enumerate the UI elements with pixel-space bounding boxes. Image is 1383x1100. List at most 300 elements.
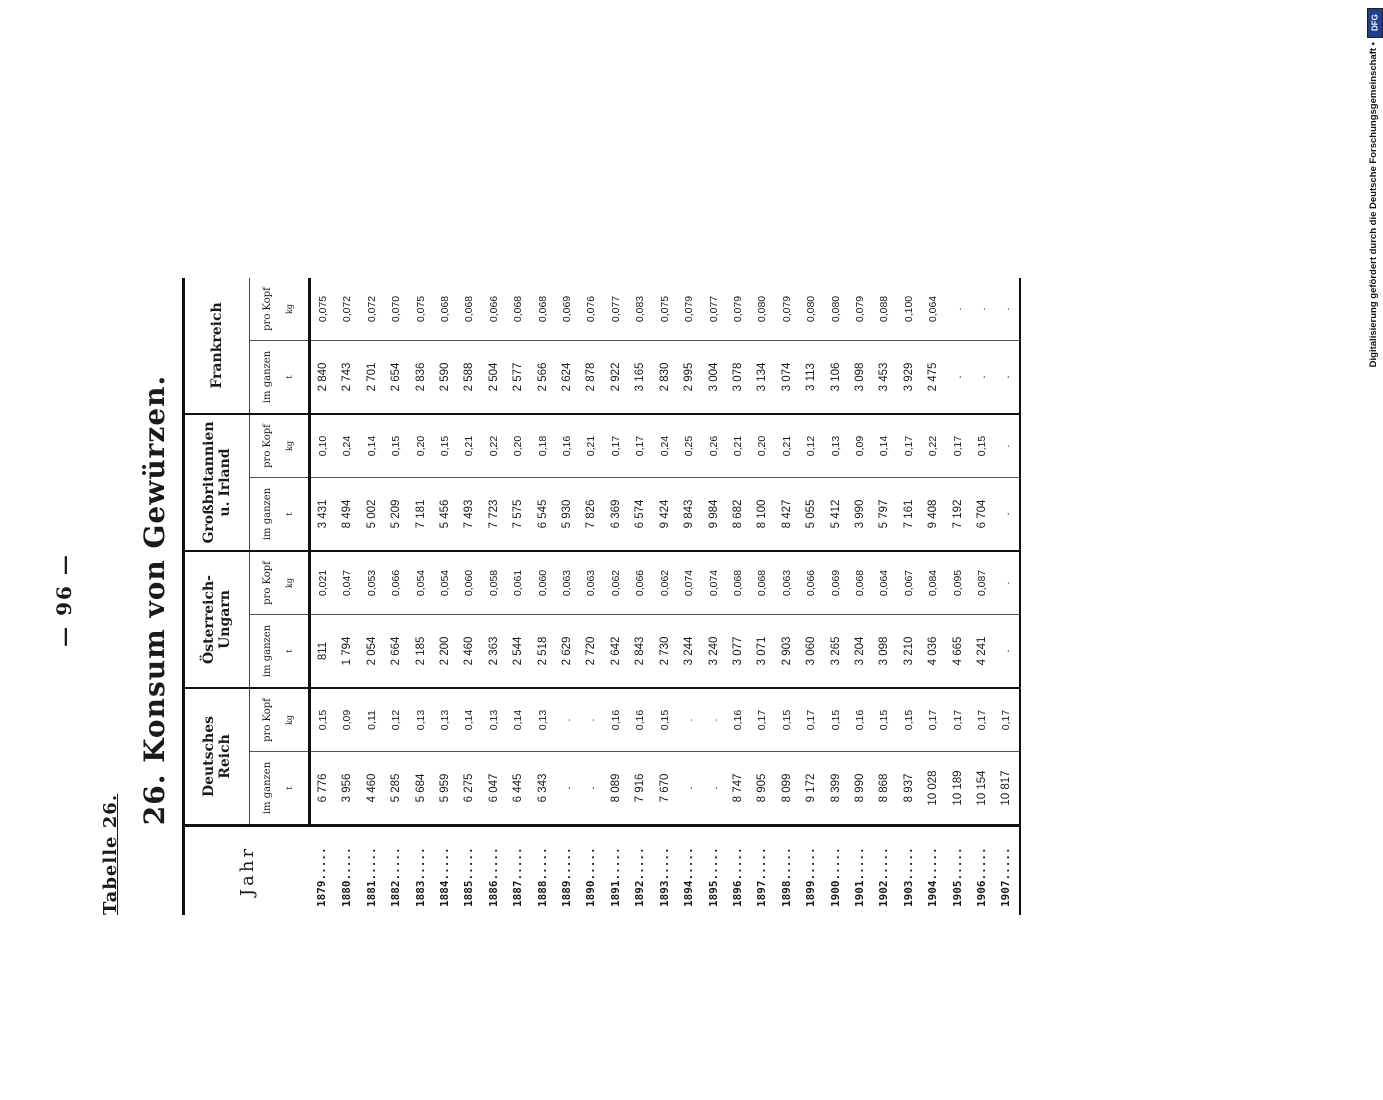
table-row (824, 278, 848, 915)
per-capita-kg-cell: 0,14 (506, 688, 530, 752)
table-label: Tabelle 26. (100, 793, 121, 915)
per-capita-kg-cell: 0,100 (902, 295, 915, 323)
total-tons-cell: 3 929 (897, 341, 921, 415)
total-tons-cell: 8 905 (750, 752, 774, 826)
total-tons-cell: 2 922 (604, 341, 628, 415)
per-capita-kg-cell: 0,063 (555, 551, 579, 615)
total-tons-cell: 8 089 (604, 752, 628, 826)
per-capita-kg-cell: 0,074 (702, 551, 726, 615)
per-capita-kg-cell: 0,15 (310, 688, 336, 752)
per-capita-kg-cell: 0,17 (897, 414, 921, 478)
per-capita-kg-cell: 0,068 (463, 295, 476, 323)
per-capita-kg-cell: . (951, 307, 964, 311)
per-capita-kg-cell: 0,24 (653, 414, 677, 478)
year-cell: 1895..... (702, 826, 726, 916)
total-tons-cell: 6 369 (604, 478, 628, 552)
per-capita-kg-cell: 0,062 (653, 551, 677, 615)
total-tons-cell: . (702, 752, 726, 826)
total-tons-cell: 3 165 (628, 341, 652, 415)
per-capita-kg-cell: 0,060 (457, 551, 481, 615)
subheader-pro-kopf (250, 551, 310, 615)
per-capita-kg-cell: 0,053 (360, 551, 384, 615)
per-capita-kg-cell: 0,077 (609, 295, 622, 323)
per-capita-kg-cell: 0,17 (750, 688, 774, 752)
per-capita-kg-cell: 0,079 (731, 295, 744, 323)
total-tons-cell: . (579, 752, 603, 826)
total-tons-cell: 3 244 (677, 615, 701, 689)
subheader-im-ganzen (250, 341, 310, 415)
year-cell: 1886..... (482, 826, 506, 916)
total-tons-cell: 6 445 (506, 752, 530, 826)
per-capita-kg-cell: 0,22 (482, 414, 506, 478)
per-capita-kg-cell: 0,047 (335, 551, 359, 615)
year-cell: 1887..... (506, 826, 530, 916)
table-row (409, 278, 433, 915)
per-capita-kg-cell: 0,079 (780, 295, 793, 323)
per-capita-kg-cell: 0,15 (653, 688, 677, 752)
total-tons-cell: 2 544 (506, 615, 530, 689)
year-cell: 1879..... (310, 826, 336, 916)
table-title: 26. Konsum von Gewürzen. (138, 374, 171, 826)
per-capita-kg-cell: 0,063 (579, 551, 603, 615)
total-tons-cell: 5 055 (799, 478, 823, 552)
per-capita-kg-cell: 0,17 (946, 688, 970, 752)
subheader-im-ganzen (250, 752, 310, 826)
rotated-page (0, 100, 1283, 1100)
table-row (726, 278, 750, 915)
per-capita-kg-cell: 0,17 (604, 414, 628, 478)
per-capita-kg-cell: 0,064 (872, 551, 896, 615)
table-row (604, 278, 628, 915)
total-tons-cell: 8 937 (897, 752, 921, 826)
total-tons-cell: 4 665 (946, 615, 970, 689)
total-tons-cell: 3 265 (824, 615, 848, 689)
total-tons-cell: 3 106 (824, 341, 848, 415)
unit-label: t (285, 649, 294, 653)
dfg-credit (1366, 8, 1382, 388)
total-tons-cell: 2 054 (360, 615, 384, 689)
per-capita-kg-cell: 0,13 (433, 688, 457, 752)
country-header-austria-hungary: Österreich-Ungarn (184, 551, 250, 688)
total-tons-cell: 2 588 (457, 341, 481, 415)
per-capita-kg-cell: 0,077 (707, 295, 720, 323)
total-tons-cell: 6 704 (970, 478, 994, 552)
year-cell: 1902..... (872, 826, 896, 916)
total-tons-cell: 2 830 (653, 341, 677, 415)
table-row (897, 278, 921, 915)
per-capita-kg-cell: 0,15 (897, 688, 921, 752)
total-tons-cell: 10 154 (970, 752, 994, 826)
total-tons-cell: 7 575 (506, 478, 530, 552)
per-capita-kg-cell: 0,20 (750, 414, 774, 478)
per-capita-kg-cell: 0,16 (848, 688, 872, 752)
per-capita-kg-cell: 0,20 (506, 414, 530, 478)
total-tons-cell: 9 424 (653, 478, 677, 552)
subheader-label: im ganzen (262, 761, 273, 815)
per-capita-kg-cell: 0,060 (531, 551, 555, 615)
table-row (310, 278, 336, 915)
total-tons-cell: 3 098 (848, 341, 872, 415)
total-tons-cell: 7 161 (897, 478, 921, 552)
total-tons-cell: . (677, 752, 701, 826)
per-capita-kg-cell: 0,088 (878, 295, 891, 323)
total-tons-cell: 5 684 (409, 752, 433, 826)
total-tons-cell: 8 747 (726, 752, 750, 826)
total-tons-cell: 2 577 (506, 341, 530, 415)
per-capita-kg-cell: 0,072 (365, 295, 378, 323)
total-tons-cell: 2 200 (433, 615, 457, 689)
per-capita-kg-cell: 0,24 (335, 414, 359, 478)
total-tons-cell: 7 826 (579, 478, 603, 552)
per-capita-kg-cell: 0,068 (750, 551, 774, 615)
per-capita-kg-cell: 0,069 (824, 551, 848, 615)
per-capita-kg-cell: . (994, 551, 1019, 615)
total-tons-cell: 2 460 (457, 615, 481, 689)
table-row (555, 278, 579, 915)
total-tons-cell: 2 566 (531, 341, 555, 415)
subheader-label: im ganzen (262, 624, 273, 678)
total-tons-cell: 2 654 (384, 341, 408, 415)
per-capita-kg-cell: 0,087 (970, 551, 994, 615)
total-tons-cell: 3 453 (872, 341, 896, 415)
spice-consumption-table (182, 278, 1021, 915)
total-tons-cell: 5 797 (872, 478, 896, 552)
year-cell: 1900..... (824, 826, 848, 916)
total-tons-cell: 10 189 (946, 752, 970, 826)
per-capita-kg-cell: 0,16 (726, 688, 750, 752)
total-tons-cell: 5 412 (824, 478, 848, 552)
per-capita-kg-cell: 0,079 (853, 295, 866, 323)
year-cell: 1884..... (433, 826, 457, 916)
total-tons-cell: 2 629 (555, 615, 579, 689)
per-capita-kg-cell: 0,17 (970, 688, 994, 752)
year-cell: 1893..... (653, 826, 677, 916)
total-tons-cell: 3 074 (775, 341, 799, 415)
per-capita-kg-cell: 0,074 (677, 551, 701, 615)
subheader-pro-kopf (250, 414, 310, 478)
per-capita-kg-cell: 0,26 (702, 414, 726, 478)
table-row (750, 278, 774, 915)
per-capita-kg-cell: 0,12 (799, 414, 823, 478)
per-capita-kg-cell: 0,17 (921, 688, 945, 752)
per-capita-kg-cell: 0,17 (799, 688, 823, 752)
per-capita-kg-cell: . (702, 688, 726, 752)
total-tons-cell: 5 456 (433, 478, 457, 552)
year-cell: 1901..... (848, 826, 872, 916)
subheader-pro-kopf (250, 278, 310, 341)
total-tons-cell: . (970, 341, 994, 415)
total-tons-cell: . (994, 615, 1019, 689)
total-tons-cell: 8 399 (824, 752, 848, 826)
per-capita-kg-cell: 0,13 (409, 688, 433, 752)
total-tons-cell: 3 134 (750, 341, 774, 415)
subheader-label: pro Kopf (262, 561, 273, 605)
total-tons-cell: 2 185 (409, 615, 433, 689)
year-cell: 1906..... (970, 826, 994, 916)
total-tons-cell: 6 574 (628, 478, 652, 552)
per-capita-kg-cell: 0,068 (512, 295, 525, 323)
total-tons-cell: 2 720 (579, 615, 603, 689)
total-tons-cell: 2 878 (579, 341, 603, 415)
total-tons-cell: 3 098 (872, 615, 896, 689)
table-row (506, 278, 530, 915)
table-row (384, 278, 408, 915)
total-tons-cell: 2 624 (555, 341, 579, 415)
total-tons-cell: . (994, 478, 1019, 552)
total-tons-cell: 2 701 (360, 341, 384, 415)
table-row (335, 278, 359, 915)
per-capita-kg-cell: 0,15 (384, 414, 408, 478)
table-row (872, 278, 896, 915)
per-capita-kg-cell: 0,075 (658, 295, 671, 323)
total-tons-cell: 2 840 (310, 341, 336, 415)
year-cell: 1881..... (360, 826, 384, 916)
per-capita-kg-cell: 0,09 (335, 688, 359, 752)
total-tons-cell: 2 730 (653, 615, 677, 689)
total-tons-cell: 3 956 (335, 752, 359, 826)
year-cell: 1903..... (897, 826, 921, 916)
per-capita-kg-cell: 0,13 (531, 688, 555, 752)
total-tons-cell: 2 363 (482, 615, 506, 689)
per-capita-kg-cell: 0,15 (970, 414, 994, 478)
per-capita-kg-cell: 0,083 (634, 295, 647, 323)
year-cell: 1897..... (750, 826, 774, 916)
per-capita-kg-cell: 0,21 (775, 414, 799, 478)
per-capita-kg-cell: 0,22 (921, 414, 945, 478)
per-capita-kg-cell: 0,17 (628, 414, 652, 478)
total-tons-cell: 1 794 (335, 615, 359, 689)
total-tons-cell: 9 843 (677, 478, 701, 552)
year-cell: 1880..... (335, 826, 359, 916)
per-capita-kg-cell: 0,080 (756, 295, 769, 323)
table-row (970, 278, 994, 915)
total-tons-cell: 4 460 (360, 752, 384, 826)
year-cell: 1891..... (604, 826, 628, 916)
total-tons-cell: 3 078 (726, 341, 750, 415)
total-tons-cell: 3 240 (702, 615, 726, 689)
per-capita-kg-cell: 0,069 (561, 295, 574, 323)
per-capita-kg-cell: 0,070 (390, 295, 403, 323)
total-tons-cell: 3 204 (848, 615, 872, 689)
table-row (946, 278, 970, 915)
total-tons-cell: 2 843 (628, 615, 652, 689)
per-capita-kg-cell: 0,15 (824, 688, 848, 752)
per-capita-kg-cell: 0,14 (872, 414, 896, 478)
table-row (360, 278, 384, 915)
year-cell: 1882..... (384, 826, 408, 916)
per-capita-kg-cell: 0,068 (726, 551, 750, 615)
page-number: — 96 — (52, 553, 76, 647)
total-tons-cell: 2 743 (335, 341, 359, 415)
per-capita-kg-cell: 0,063 (775, 551, 799, 615)
total-tons-cell: 6 545 (531, 478, 555, 552)
total-tons-cell: 2 903 (775, 615, 799, 689)
per-capita-kg-cell: 0,067 (897, 551, 921, 615)
per-capita-kg-cell: 0,25 (677, 414, 701, 478)
total-tons-cell: 6 776 (310, 752, 336, 826)
total-tons-cell: 2 664 (384, 615, 408, 689)
total-tons-cell: 2 475 (921, 341, 945, 415)
per-capita-kg-cell: 0,10 (310, 414, 336, 478)
year-cell: 1904..... (921, 826, 945, 916)
unit-label: kg (285, 304, 294, 314)
per-capita-kg-cell: 0,15 (872, 688, 896, 752)
per-capita-kg-cell: 0,075 (317, 295, 329, 323)
total-tons-cell: 3 431 (310, 478, 336, 552)
per-capita-kg-cell: 0,095 (946, 551, 970, 615)
subheader-im-ganzen (250, 478, 310, 552)
total-tons-cell: 7 493 (457, 478, 481, 552)
total-tons-cell: 10 028 (921, 752, 945, 826)
per-capita-kg-cell: . (994, 414, 1019, 478)
year-cell: 1894..... (677, 826, 701, 916)
per-capita-kg-cell: 0,084 (921, 551, 945, 615)
total-tons-cell: . (946, 341, 970, 415)
total-tons-cell: 8 868 (872, 752, 896, 826)
total-tons-cell: 3 071 (750, 615, 774, 689)
per-capita-kg-cell: 0,21 (457, 414, 481, 478)
per-capita-kg-cell: 0,09 (848, 414, 872, 478)
total-tons-cell: 2 995 (677, 341, 701, 415)
unit-label: kg (285, 578, 294, 588)
table-row (848, 278, 872, 915)
total-tons-cell: 2 642 (604, 615, 628, 689)
per-capita-kg-cell: . (1000, 307, 1013, 311)
per-capita-kg-cell: 0,11 (360, 688, 384, 752)
table-row (628, 278, 652, 915)
year-cell: 1890..... (579, 826, 603, 916)
year-cell: 1883..... (409, 826, 433, 916)
table-row (579, 278, 603, 915)
total-tons-cell: 3 990 (848, 478, 872, 552)
total-tons-cell: 8 099 (775, 752, 799, 826)
total-tons-cell: . (555, 752, 579, 826)
per-capita-kg-cell: 0,17 (946, 414, 970, 478)
per-capita-kg-cell: 0,16 (555, 414, 579, 478)
per-capita-kg-cell: 0,20 (409, 414, 433, 478)
total-tons-cell: 7 670 (653, 752, 677, 826)
table-row (677, 278, 701, 915)
total-tons-cell: 3 060 (799, 615, 823, 689)
per-capita-kg-cell: 0,068 (439, 295, 452, 323)
total-tons-cell: 5 959 (433, 752, 457, 826)
total-tons-cell: 2 518 (531, 615, 555, 689)
total-tons-cell: 4 241 (970, 615, 994, 689)
total-tons-cell: 5 209 (384, 478, 408, 552)
unit-label: kg (285, 441, 294, 451)
table-row (921, 278, 945, 915)
per-capita-kg-cell: 0,12 (384, 688, 408, 752)
total-tons-cell: 3 210 (897, 615, 921, 689)
per-capita-kg-cell: 0,18 (531, 414, 555, 478)
credit-text: Digitalisierung gefördert durch die Deutsche Forschungsgemeinschaft • (1368, 42, 1379, 368)
per-capita-kg-cell: 0,021 (310, 551, 336, 615)
total-tons-cell: 9 984 (702, 478, 726, 552)
year-cell: 1885..... (457, 826, 481, 916)
total-tons-cell: 2 590 (433, 341, 457, 415)
year-cell: 1907..... (994, 826, 1019, 916)
total-tons-cell: 8 682 (726, 478, 750, 552)
dfg-logo-icon: DFG (1367, 8, 1383, 38)
total-tons-cell: 8 494 (335, 478, 359, 552)
per-capita-kg-cell: 0,16 (628, 688, 652, 752)
total-tons-cell: 6 343 (531, 752, 555, 826)
total-tons-cell: 5 002 (360, 478, 384, 552)
per-capita-kg-cell: 0,13 (482, 688, 506, 752)
per-capita-kg-cell: 0,064 (927, 295, 940, 323)
total-tons-cell: 3 077 (726, 615, 750, 689)
unit-label: t (285, 375, 294, 379)
per-capita-kg-cell: 0,062 (604, 551, 628, 615)
per-capita-kg-cell: . (555, 688, 579, 752)
subheader-pro-kopf (250, 688, 310, 752)
per-capita-kg-cell: 0,080 (805, 295, 818, 323)
total-tons-cell: 9 172 (799, 752, 823, 826)
per-capita-kg-cell: 0,066 (487, 295, 500, 323)
total-tons-cell: 8 427 (775, 478, 799, 552)
country-header-france: Frankreich (184, 278, 250, 414)
year-header: Jahr (184, 826, 310, 916)
per-capita-kg-cell: 0,068 (536, 295, 549, 323)
total-tons-cell: 5 285 (384, 752, 408, 826)
total-tons-cell: 7 181 (409, 478, 433, 552)
year-cell: 1889..... (555, 826, 579, 916)
per-capita-kg-cell: 0,16 (604, 688, 628, 752)
table-row (653, 278, 677, 915)
per-capita-kg-cell: 0,076 (585, 295, 598, 323)
total-tons-cell: . (994, 341, 1019, 415)
country-header-germany: Deutsches Reich (184, 688, 250, 826)
table-row (775, 278, 799, 915)
total-tons-cell: 5 930 (555, 478, 579, 552)
subheader-im-ganzen (250, 615, 310, 689)
table-row (799, 278, 823, 915)
total-tons-cell: 2 836 (409, 341, 433, 415)
subheader-row (250, 278, 310, 915)
per-capita-kg-cell: 0,075 (414, 295, 427, 323)
subheader-label: pro Kopf (262, 424, 273, 468)
unit-label: kg (285, 715, 294, 725)
subheader-label: im ganzen (262, 350, 273, 404)
per-capita-kg-cell: 0,066 (384, 551, 408, 615)
year-cell: 1899..... (799, 826, 823, 916)
per-capita-kg-cell: . (677, 688, 701, 752)
per-capita-kg-cell: 0,066 (628, 551, 652, 615)
per-capita-kg-cell: 0,058 (482, 551, 506, 615)
total-tons-cell: 8 100 (750, 478, 774, 552)
unit-label: t (285, 786, 294, 790)
per-capita-kg-cell: 0,21 (726, 414, 750, 478)
total-tons-cell: 6 047 (482, 752, 506, 826)
total-tons-cell: 8 990 (848, 752, 872, 826)
per-capita-kg-cell: 0,079 (683, 295, 696, 323)
per-capita-kg-cell: 0,061 (506, 551, 530, 615)
table-row (994, 278, 1019, 915)
table-body (310, 278, 1020, 915)
total-tons-cell: 811 (310, 615, 336, 689)
table-row (433, 278, 457, 915)
total-tons-cell: 7 916 (628, 752, 652, 826)
per-capita-kg-cell: 0,054 (409, 551, 433, 615)
per-capita-kg-cell: 0,17 (994, 688, 1019, 752)
per-capita-kg-cell: . (579, 688, 603, 752)
subheader-label: pro Kopf (262, 698, 273, 742)
total-tons-cell: 9 408 (921, 478, 945, 552)
total-tons-cell: 2 504 (482, 341, 506, 415)
total-tons-cell: 7 192 (946, 478, 970, 552)
total-tons-cell: 4 036 (921, 615, 945, 689)
subheader-label: im ganzen (262, 487, 273, 541)
